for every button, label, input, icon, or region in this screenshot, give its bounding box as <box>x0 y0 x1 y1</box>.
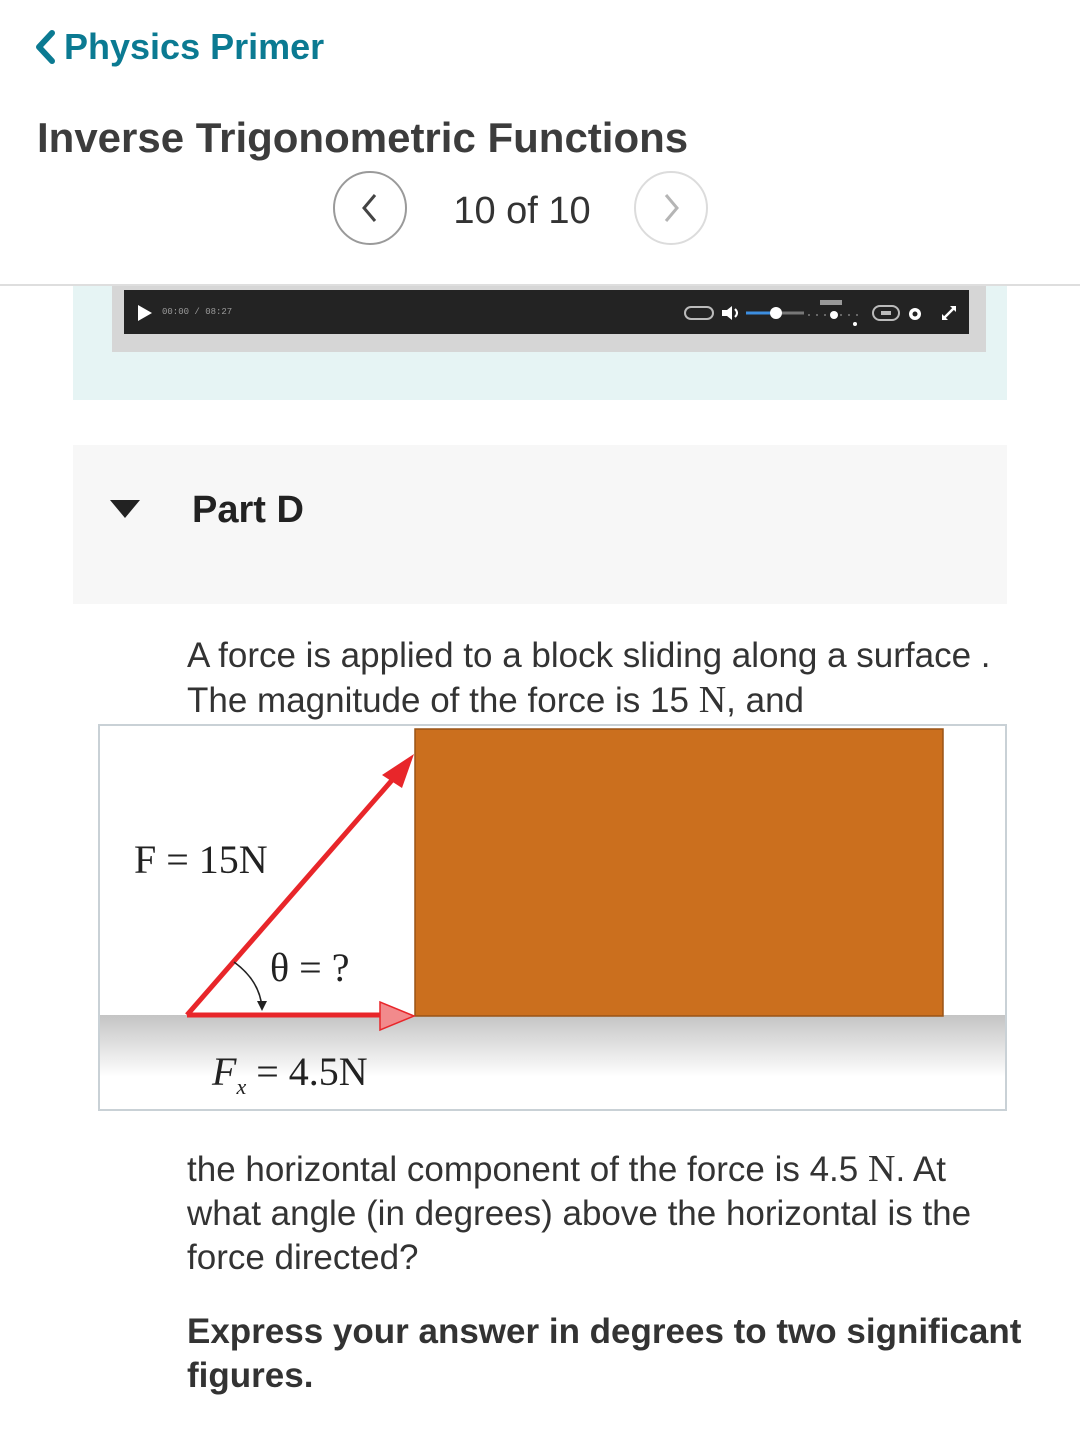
newton-unit: N <box>867 1148 896 1190</box>
fx-symbol: F <box>212 1049 237 1094</box>
chevron-right-icon <box>659 191 683 225</box>
previous-item-button[interactable] <box>333 171 407 245</box>
newton-unit: N <box>698 679 727 721</box>
back-link-label: Physics Primer <box>64 26 325 67</box>
volume-slider[interactable] <box>746 306 806 320</box>
fullscreen-icon[interactable] <box>938 302 960 324</box>
question-text-segment: , and <box>726 681 805 720</box>
volume-icon[interactable] <box>720 304 742 322</box>
collapse-caret-icon[interactable] <box>110 500 140 518</box>
page-title: Inverse Trigonometric Functions <box>37 114 689 161</box>
back-to-physics-primer-link[interactable] <box>34 26 324 68</box>
playback-speed-slider[interactable] <box>808 298 864 328</box>
force-label: F = 15N <box>134 837 268 882</box>
angle-arc-arrowhead <box>257 1001 267 1011</box>
chevron-left-icon <box>34 29 58 65</box>
horizontal-force-label <box>212 1048 368 1100</box>
fx-value: = 4.5N <box>256 1049 368 1094</box>
question-text-segment: the horizontal component of the force is 4.5 <box>187 1150 859 1189</box>
part-title: Part D <box>192 489 304 531</box>
fx-subscript: x <box>236 1074 247 1099</box>
transcript-button-icon[interactable] <box>872 304 900 322</box>
settings-gear-icon[interactable] <box>907 306 923 322</box>
video-timecode: 00:00 / 08:27 <box>162 307 233 317</box>
chevron-left-icon <box>358 191 382 225</box>
question-text-part-2 <box>187 1147 1017 1280</box>
play-icon[interactable] <box>138 305 152 321</box>
angle-label: θ = ? <box>270 945 350 990</box>
question-text-segment: A force is applied to a block sliding along a surface . The magnitude of the force is 15 <box>187 636 991 720</box>
answer-instruction: Express your answer in degrees to two significant figures. <box>187 1312 1022 1395</box>
question-text-part-1 <box>187 634 1017 723</box>
pager-count: 10 of 10 <box>453 190 591 232</box>
next-item-button[interactable] <box>634 171 708 245</box>
force-diagram <box>98 724 1007 1111</box>
captions-button-icon[interactable] <box>684 305 714 321</box>
sliding-block <box>415 729 943 1016</box>
question-text-segment: . At what angle (in degrees) above the horizontal is the force directed? <box>187 1150 972 1277</box>
